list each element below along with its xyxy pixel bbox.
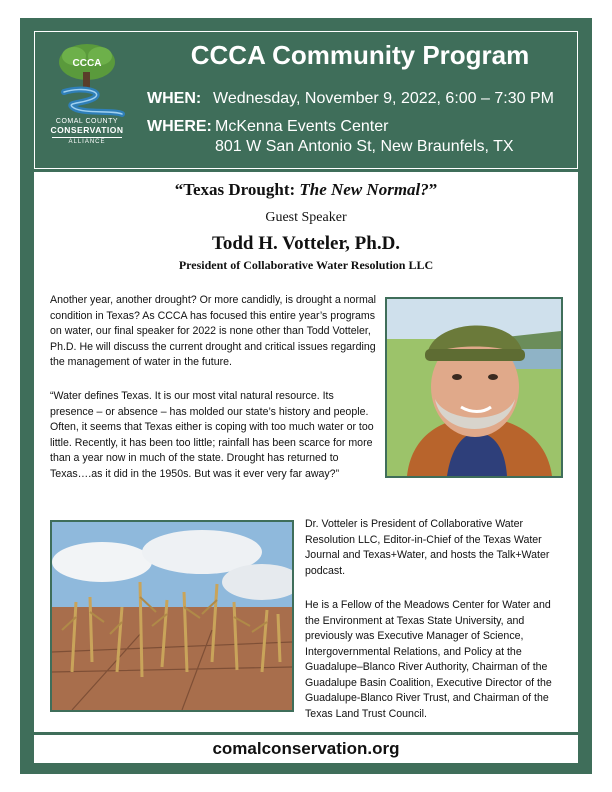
where-label: WHERE: [147, 118, 212, 135]
logo-line-1: COMAL COUNTY [55, 118, 119, 125]
website-url[interactable]: comalconservation.org [34, 735, 578, 763]
ccca-logo [44, 42, 130, 158]
bio-paragraph-2: He is a Fellow of the Meadows Center for Water and the Environment at Texas State University, and previously was Executive Manager of Science, Intergovernmental Relations, and Policy at the Guadalupe–Blanco River Authority, Chairman of the Guadalupe Basin Coalition, Executive Director of the Guadalupe-Blanco River Trust, and Chairman of the Texas Land Trust Council. [305, 599, 552, 720]
tree-river-icon [44, 42, 130, 118]
drought-field-photo [50, 520, 294, 712]
talk-title [34, 180, 578, 200]
where-row [147, 118, 388, 136]
svg-text:CCCA: CCCA [72, 58, 102, 69]
talk-title-prefix: “Texas Drought: [174, 180, 300, 199]
logo-line-3: ALLIANCE [52, 137, 122, 145]
talk-title-italic: The New Normal? [299, 180, 429, 199]
where-row-2 [215, 138, 514, 156]
logo-org-name [44, 118, 130, 145]
speaker-affiliation: President of Collaborative Water Resolution LLC [178, 258, 434, 272]
where-line-1: McKenna Events Center [215, 118, 389, 135]
guest-speaker-label: Guest Speaker [265, 210, 347, 225]
talk-title-suffix: ” [428, 180, 438, 199]
logo-line-2: CONSERVATION [50, 125, 124, 135]
speaker-name: Todd H. Votteler, Ph.D. [211, 233, 401, 254]
intro-paragraph: Another year, another drought? Or more candidly, is drought a normal condition in Texas? As CCCA has focused this entire year’s programs on water, our final speaker for 2022 is none other than Todd Votteler, Ph.D. He will discuss the current drought and critical issues regarding the management of water in the future. [50, 294, 377, 368]
bio-paragraph-1: Dr. Votteler is President of Collaborative Water Resolution LLC, Editor-in-Chief of the Texas Water Journal and Texas+Water, and hosts the Talk+Water podcast. [305, 518, 550, 577]
where-line-2: 801 W San Antonio St, New Braunfels, TX [215, 138, 514, 155]
when-row [147, 90, 554, 108]
when-label: WHEN: [147, 90, 202, 107]
when-value: Wednesday, November 9, 2022, 6:00 – 7:30 PM [213, 90, 554, 107]
program-title: CCCA Community Program [190, 40, 530, 70]
quote-paragraph: “Water defines Texas. It is our most vital natural resource. Its presence – or absence – has molded our state’s history and people. Often, it seems that Texas either is coping with too much water or too little. Recently, it has been too little; rainfall has been scarce for more than a year now in much of the state. Drought has returned to Texas….as it did in the 1950s. But was it ever very far away?” [50, 390, 374, 480]
speaker-photo [385, 297, 563, 478]
